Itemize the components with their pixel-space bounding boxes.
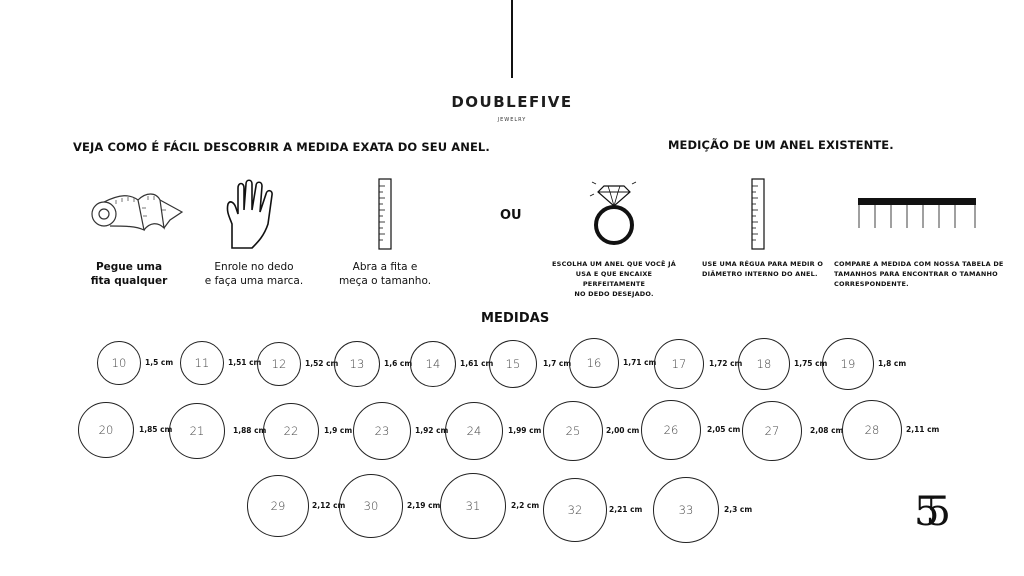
ring-size-cm-label: 1,99 cm: [508, 426, 542, 435]
step-3-line1: Abra a fita e: [352, 261, 418, 273]
ring-size-number: 18: [756, 357, 772, 371]
ring-size-cm-label: 2,2 cm: [511, 501, 540, 510]
ring-size-number: 15: [505, 357, 521, 371]
ring-size-cm-label: 2,05 cm: [707, 425, 741, 434]
ring-size-cm-label: 2,19 cm: [407, 501, 441, 510]
ring-size-circle: [97, 341, 141, 385]
ring-size-circle: [842, 400, 902, 460]
step-2-label: [184, 260, 324, 288]
ring-size-circle: [440, 473, 506, 539]
ring-size-number: 24: [466, 424, 482, 438]
logo-mark: 55: [914, 489, 937, 535]
diamond-ring-icon: [590, 182, 638, 248]
ring-size-number: 21: [189, 424, 205, 438]
right-step-2-line2: DIÂMETRO INTERNO DO ANEL.: [702, 270, 818, 278]
step-3-label: [315, 260, 455, 288]
ring-size-number: 13: [349, 357, 365, 371]
ruler-icon: [751, 178, 765, 250]
ring-size-circle: [654, 339, 704, 389]
ring-size-circle: [445, 402, 503, 460]
ring-size-cm-label: 1,9 cm: [324, 426, 353, 435]
ring-size-cm-label: 2,12 cm: [312, 501, 346, 510]
right-step-1-line1: ESCOLHA UM ANEL QUE VOCÊ JÁ: [552, 260, 676, 268]
ring-size-number: 28: [864, 423, 880, 437]
ring-size-circle: [410, 341, 456, 387]
ring-size-cm-label: 2,11 cm: [906, 425, 940, 434]
ring-size-cm-label: 1,8 cm: [878, 359, 907, 368]
ring-size-circle: [180, 341, 224, 385]
right-step-1-line3: NO DEDO DESEJADO.: [574, 290, 654, 298]
ring-size-circle: [641, 400, 701, 460]
brand-subtitle: JEWELRY: [497, 117, 527, 123]
ring-size-number: 10: [111, 356, 127, 370]
step-2-line1: Enrole no dedo: [214, 261, 294, 273]
ring-size-circle: [169, 403, 225, 459]
ring-size-number: 16: [586, 356, 602, 370]
step-1-label: [59, 260, 199, 288]
ring-size-circle: [339, 474, 403, 538]
ring-size-circle: [543, 401, 603, 461]
ring-size-cm-label: 1,5 cm: [145, 358, 174, 367]
right-step-2-line1: USE UMA RÉGUA PARA MEDIR O: [702, 260, 824, 268]
ring-size-cm-label: 1,51 cm: [228, 358, 262, 367]
ruler-icon: [378, 178, 392, 250]
ring-size-cm-label: 1,92 cm: [415, 426, 449, 435]
ring-size-number: 22: [283, 424, 299, 438]
measuring-tape-icon: [90, 190, 184, 236]
ring-size-circle: [353, 402, 411, 460]
right-step-3-line2: TAMANHOS PARA ENCONTRAR O TAMANHO: [834, 270, 998, 278]
ring-size-circle: [247, 475, 309, 537]
ring-size-number: 12: [271, 357, 287, 371]
step-1-line1: Pegue uma: [95, 261, 163, 273]
ring-size-cm-label: 1,85 cm: [139, 425, 173, 434]
ring-size-cm-label: 1,61 cm: [460, 359, 494, 368]
ring-size-number: 25: [565, 424, 581, 438]
ring-size-number: 32: [567, 503, 583, 517]
ring-size-cm-label: 1,6 cm: [384, 359, 413, 368]
ring-size-cm-label: 1,52 cm: [305, 359, 339, 368]
top-divider-line: [511, 0, 513, 78]
ring-size-cm-label: 1,72 cm: [709, 359, 743, 368]
sizes-title: MEDIDAS: [481, 311, 550, 326]
ring-size-circle: [822, 338, 874, 390]
step-1-line2: fita qualquer: [90, 275, 168, 287]
ring-size-number: 26: [663, 423, 679, 437]
right-section-title: MEDIÇÃO DE UM ANEL EXISTENTE.: [668, 138, 894, 152]
ring-size-cm-label: 2,21 cm: [609, 505, 643, 514]
ring-size-number: 14: [425, 357, 441, 371]
ring-size-circle: [653, 477, 719, 543]
ring-size-cm-label: 2,08 cm: [810, 426, 844, 435]
ring-size-number: 17: [671, 357, 687, 371]
left-section-title: VEJA COMO É FÁCIL DESCOBRIR A MEDIDA EXATA DO SEU ANEL.: [73, 140, 490, 154]
ring-size-circle: [334, 341, 380, 387]
ring-size-number: 31: [465, 499, 481, 513]
ring-size-cm-label: 1,88 cm: [233, 426, 267, 435]
right-step-2-label: [702, 259, 832, 279]
ring-size-circle: [78, 402, 134, 458]
ring-size-cm-label: 2,3 cm: [724, 505, 753, 514]
ring-size-circle: [543, 478, 607, 542]
step-2-line2: e faça uma marca.: [204, 275, 304, 287]
hand-icon: [224, 180, 286, 250]
right-step-3-label: [834, 259, 1004, 289]
brand-name: DOUBLEFIVE: [451, 93, 573, 111]
ring-size-number: 33: [678, 503, 694, 517]
ring-size-number: 20: [98, 423, 114, 437]
ring-size-cm-label: 1,7 cm: [543, 359, 572, 368]
ring-size-circle: [569, 338, 619, 388]
ring-size-cm-label: 2,00 cm: [606, 426, 640, 435]
ring-size-circle: [738, 338, 790, 390]
ring-size-number: 30: [363, 499, 379, 513]
right-step-1-line2: USA E QUE ENCAIXE PERFEITAMENTE: [575, 270, 653, 288]
or-separator: OU: [500, 208, 522, 223]
ring-size-cm-label: 1,75 cm: [794, 359, 828, 368]
step-3-line2: meça o tamanho.: [338, 275, 432, 287]
ring-size-circle: [489, 340, 537, 388]
ring-size-cm-label: 1,71 cm: [623, 358, 657, 367]
ring-size-circle: [742, 401, 802, 461]
right-step-3-line1: COMPARE A MEDIDA COM NOSSA TABELA DE: [834, 260, 1004, 268]
ring-size-number: 19: [840, 357, 856, 371]
ring-size-number: 11: [194, 356, 210, 370]
ring-size-number: 29: [270, 499, 286, 513]
right-step-1-label: [544, 259, 684, 299]
ring-size-number: 23: [374, 424, 390, 438]
ring-size-circle: [257, 342, 301, 386]
right-step-3-line3: CORRESPONDENTE.: [834, 280, 909, 288]
ring-size-number: 27: [764, 424, 780, 438]
ring-size-circle: [263, 403, 319, 459]
size-scale-icon: [857, 197, 977, 229]
